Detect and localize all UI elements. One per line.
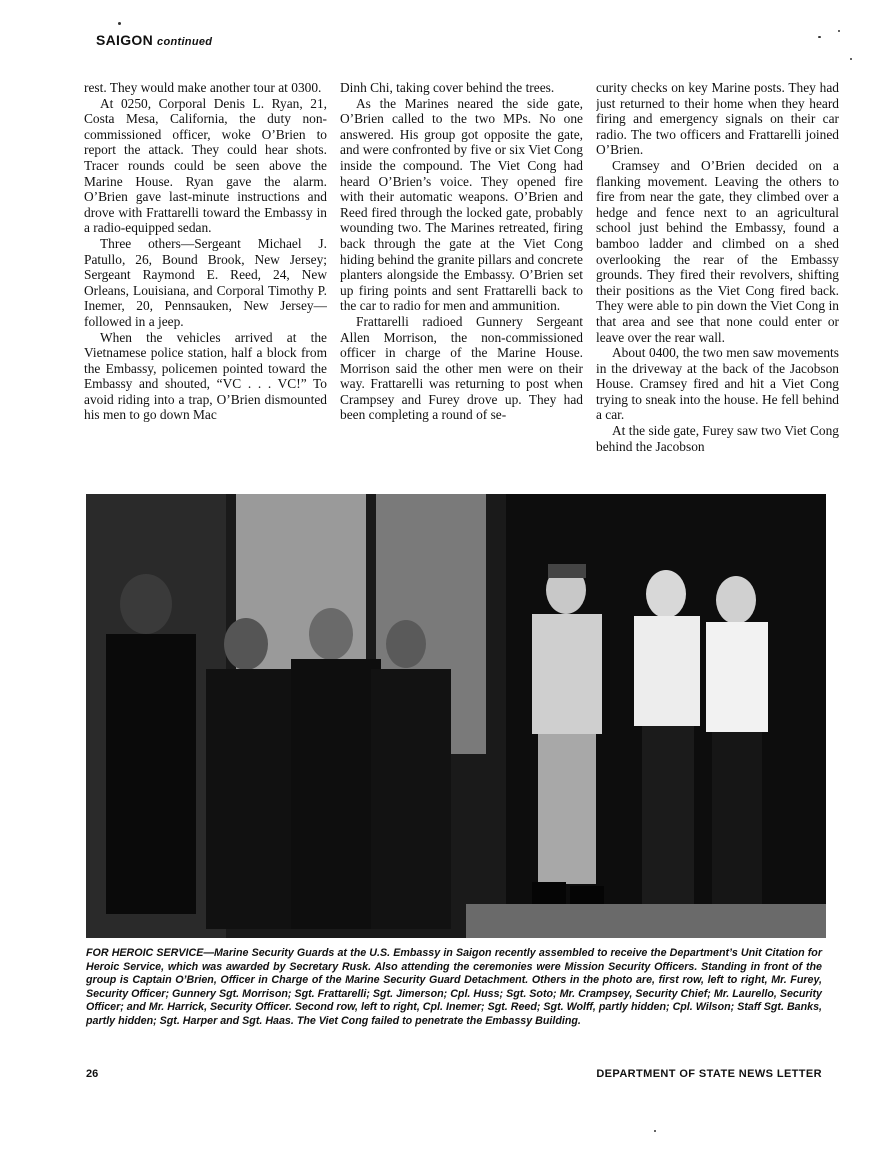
paragraph: rest. They would make another tour at 0300. [84, 80, 322, 95]
paragraph: Three others—Sergeant Michael J. Patullo, 26, Bound Brook, New Jersey; Sergeant Raymond E. Reed, 24, New Orleans, Louisiana, and Corporal Timothy P. Inemer, 20, Pennsauken, New Jersey—followed in a jeep. [84, 235, 327, 329]
continued-label: continued [157, 36, 213, 48]
speck [654, 1130, 656, 1132]
paragraph: About 0400, the two men saw movements in the driveway at the back of the Jacobson House. Cramsey fired and hit a Viet Cong trying to sneak into the house. He fell behind a car. [596, 345, 839, 423]
page-number: 26 [86, 1068, 99, 1080]
paragraph: As the Marines neared the side gate, O’Brien called to the two MPs. No one answered. His group got opposite the gate, and were confronted by five or six Viet Cong inside the compound. The Viet Cong had heard O’Brien’s voice. They opened fire with their automatic weapons. O’Brien and Reed fired through the locked gate, probably wounding two. The Marines retreated, firing back through the gate at the Viet Cong hiding behind the granite pillars and concrete planters alongside the Embassy. O’Brien set up firing points and sent Frattarelli back to the car to radio for men and ammunition. [340, 95, 583, 314]
marine-guards-photo [86, 494, 826, 938]
paragraph: When the vehicles arrived at the Vietnamese police station, half a block from the Embassy, policemen pointed toward the Embassy and shouted, “VC . . . VC!” To avoid riding into a trap, O’Brien dismounted his men to go down Mac [84, 329, 327, 423]
paragraph: Dinh Chi, taking cover behind the trees. [340, 80, 555, 95]
paragraph: At 0250, Corporal Denis L. Ryan, 21, Costa Mesa, California, the duty non-commissioned officer, woke O’Brien to report the attack. They could hear shots. Tracer rounds could be seen above the Marine House. Ryan gave the alarm. O’Brien gave last-minute instructions and drove with Frattarelli toward the Embassy in a radio-equipped sedan. [84, 95, 327, 236]
column-3 [596, 80, 839, 490]
running-header [96, 32, 212, 48]
paragraph: Cramsey and O’Brien decided on a flanking movement. Leaving the others to fire from near the gate, they climbed over a hedge and fence next to an agricultural school just behind the Embassy, found a bamboo ladder and climbed on a shed overlooking the rear of the Embassy grounds. They fired their revolvers, shifting their positions as the Viet Cong fired back. They were able to pin down the Viet Cong in that area and see that none could enter or leave over the rear wall. [596, 157, 839, 345]
speck [118, 22, 121, 25]
section-title: SAIGON [96, 32, 154, 48]
paragraph: Frattarelli radioed Gunnery Sergeant Allen Morrison, the non-commissioned officer in charge of the Marine House. Morrison said the other men were on their way. Frattarelli was returning to post when Crampsey and Furey drove up. They had been completing a round of se- [340, 313, 583, 423]
column-2 [340, 80, 583, 490]
column-1 [84, 80, 327, 490]
publication-name: DEPARTMENT OF STATE NEWS LETTER [596, 1068, 822, 1080]
speck [850, 58, 852, 60]
speck [818, 36, 821, 38]
paragraph: At the side gate, Furey saw two Viet Cong behind the Jacobson [596, 423, 839, 454]
speck [838, 30, 840, 32]
paragraph: curity checks on key Marine posts. They had just returned to their home when they heard firing and emergency signals on their car radio. The two officers and Frattarelli joined O’Brien. [596, 80, 839, 158]
article-columns [84, 80, 839, 490]
photo-caption: FOR HEROIC SERVICE—Marine Security Guards at the U.S. Embassy in Saigon recently assembled to receive the Department’s Unit Citation for Heroic Service, which was awarded by Secretary Rusk. Also attending the ceremonies were Mission Security Officers. Standing in front of the group is Captain O’Brien, Officer in Charge of the Marine Security Guard Detachment. Others in the photo are, first row, left to right, Mr. Furey, Security Officer; Gunnery Sgt. Morrison; Sgt. Frattarelli; Sgt. Jimerson; Cpl. Huss; Sgt. Soto; Mr. Crampsey, Security Chief; Mr. Laurello, Security Officer; and Mr. Harrick, Security Officer. Second row, left to right, Cpl. Inemer; Sgt. Reed; Sgt. Wolff, partly hidden; Cpl. Wilson; Staff Sgt. Banks, partly hidden; Sgt. Harper and Sgt. Haas. The Viet Cong failed to penetrate the Embassy Building. [86, 947, 822, 1027]
